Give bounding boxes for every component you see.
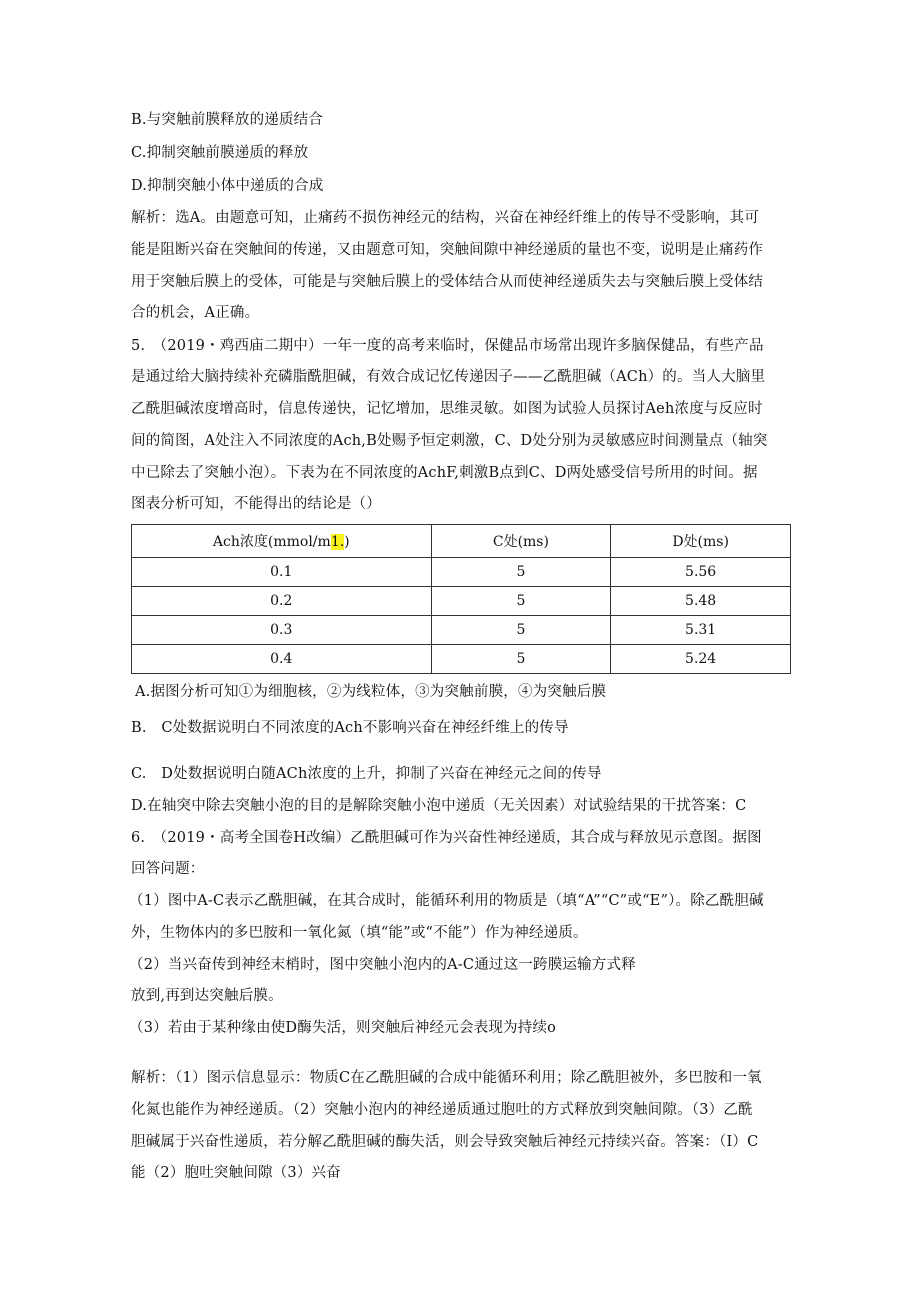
option-b: B.与突触前膜释放的递质结合 bbox=[131, 112, 324, 128]
question6-line: 回答问题： bbox=[131, 861, 205, 877]
ach-table bbox=[131, 524, 791, 674]
cell-conc: 0.4 bbox=[132, 645, 432, 674]
cell-conc: 0.3 bbox=[132, 616, 432, 645]
q5-option-b: B. C处数据说明白不同浓度的Ach不影响兴奋在神经纤维上的传导 bbox=[131, 720, 569, 736]
question5-line: 中已除去了突触小泡）。下表为在不同浓度的AchF,刺激B点到C、D两处感受信号所用的时间。据 bbox=[131, 465, 758, 481]
question5-line: 乙酰胆碱浓度增高时，信息传递快，记忆增加，思维灵敏。如图为试验人员探讨Aeh浓度与反应时 bbox=[131, 401, 763, 417]
cell-d: 5.24 bbox=[611, 645, 791, 674]
question6-line: 放到,再到达突触后膜。 bbox=[131, 988, 283, 1004]
cell-c: 5 bbox=[431, 558, 611, 587]
question5-line: 5. （2019・鸡西庙二期中）一年一度的高考来临时，保健品市场常出现许多脑保健品，有些产品 bbox=[131, 338, 764, 354]
question6-line: （3）若由于某种缘由使D酶失活，则突触后神经元会表现为持续o bbox=[129, 1020, 557, 1036]
cell-conc: 0.1 bbox=[132, 558, 432, 587]
cell-c: 5 bbox=[431, 645, 611, 674]
analysis6-line: 化氮也能作为神经递质。（2）突触小泡内的神经递质通过胞吐的方式释放到突触间隙。（3）乙酰 bbox=[131, 1102, 753, 1118]
analysis6-line: 胆碱属于兴奋性递质，若分解乙酰胆碱的酶失活，则会导致突触后神经元持续兴奋。答案：（I）C bbox=[131, 1134, 759, 1150]
table-row bbox=[132, 587, 791, 616]
cell-d: 5.31 bbox=[611, 616, 791, 645]
table-row bbox=[132, 616, 791, 645]
option-c: C.抑制突触前膜递质的释放 bbox=[131, 145, 309, 161]
table-row bbox=[132, 645, 791, 674]
q5-option-c: C. D处数据说明白随ACh浓度的上升，抑制了兴奋在神经元之间的传导 bbox=[131, 766, 602, 782]
analysis4-line: 解析：选A。由题意可知，止痛药不损伤神经元的结构，兴奋在神经纤维上的传导不受影响，其可 bbox=[131, 210, 760, 226]
header-d: D处(ms) bbox=[611, 525, 791, 558]
analysis6-line: 能（2）胞吐突触间隙（3）兴奋 bbox=[131, 1165, 341, 1181]
cell-conc: 0.2 bbox=[132, 587, 432, 616]
question6-line: 外，生物体内的多巴胺和一氧化氮（填“能”或“不能”）作为神经递质。 bbox=[131, 925, 588, 941]
question5-line: 是通过给大脑持续补充磷脂酰胆碱，有效合成记忆传递因子——乙酰胆碱（ACh）的。当人大脑里 bbox=[131, 369, 766, 385]
highlight-mark: 1. bbox=[330, 534, 345, 550]
cell-c: 5 bbox=[431, 587, 611, 616]
analysis6-line: 解析：（1）图示信息显示：物质C在乙酰胆碱的合成中能循环利用；除乙酰胆被外，多巴胺和一氧 bbox=[131, 1070, 762, 1086]
option-d: D.抑制突触小体中递质的合成 bbox=[131, 178, 324, 194]
cell-d: 5.56 bbox=[611, 558, 791, 587]
analysis4-line: 能是阻断兴奋在突触间的传递，又由题意可知，突触间隙中神经递质的量也不变，说明是止痛药作 bbox=[131, 242, 764, 258]
question6-line: （2）当兴奋传到神经末梢时，图中突触小泡内的A-C通过这一跨膜运输方式释 bbox=[129, 957, 636, 973]
question5-line: 图表分析可知，不能得出的结论是（） bbox=[131, 496, 381, 512]
question6-line: （1）图中A-C表示乙酰胆碱，在其合成时，能循环利用的物质是（填“A”“C”或“E”）。除乙酰胆碱 bbox=[129, 893, 764, 909]
table-header-row bbox=[132, 525, 791, 558]
q5-option-a: A.据图分析可知①为细胞核，②为线粒体，③为突触前膜，④为突触后膜 bbox=[135, 684, 607, 700]
cell-d: 5.48 bbox=[611, 587, 791, 616]
table-row bbox=[132, 558, 791, 587]
analysis4-line: 用于突触后膜上的受体，可能是与突触后膜上的受体结合从而使神经递质失去与突触后膜上受体结 bbox=[131, 274, 764, 290]
header-ach-concentration: Ach浓度(mmol/m1.) bbox=[132, 525, 432, 558]
question5-line: 间的简图，A处注入不同浓度的Ach,B处赐予恒定刺激，C、D处分别为灵敏感应时间测量点（轴突 bbox=[131, 433, 768, 449]
header-c: C处(ms) bbox=[431, 525, 611, 558]
question6-line: 6. （2019・高考全国卷H改编）乙酰胆碱可作为兴奋性神经递质，其合成与释放见示意图。据图 bbox=[131, 830, 762, 846]
q5-option-d: D.在轴突中除去突触小泡的目的是解除突触小泡中递质（无关因素）对试验结果的干扰答案：C bbox=[131, 798, 747, 814]
cell-c: 5 bbox=[431, 616, 611, 645]
analysis4-line: 合的机会，A正确。 bbox=[131, 305, 260, 321]
